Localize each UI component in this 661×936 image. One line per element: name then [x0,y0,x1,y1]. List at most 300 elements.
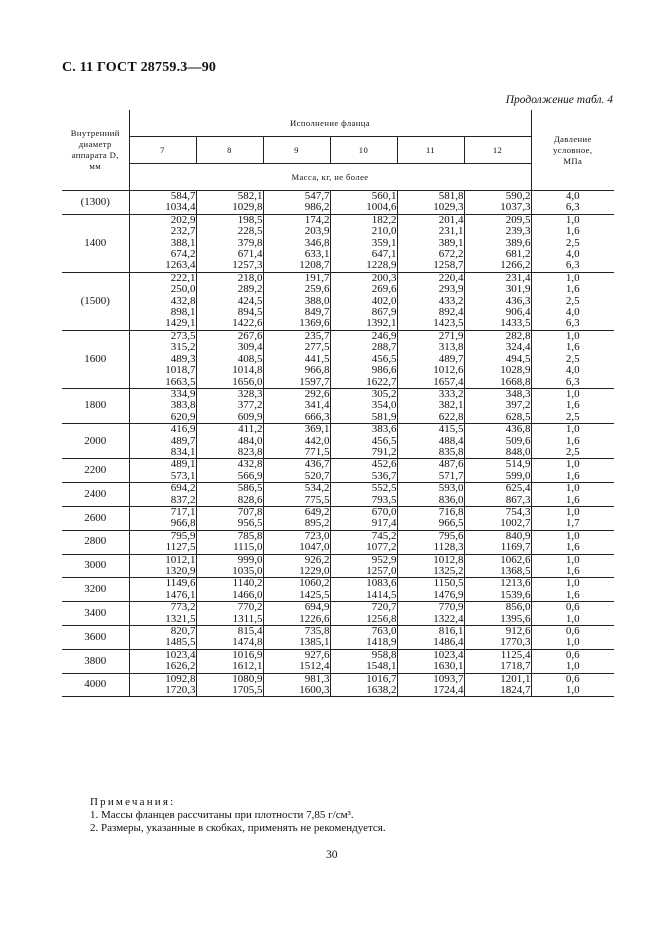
mass-value: 1385,1 [299,636,330,649]
mass-cell [464,530,531,554]
mass-cell [464,191,531,215]
mass-value: 1012,8 [433,553,464,566]
variant-header: 7 [129,137,196,164]
mass-value: 1016,7 [366,672,397,685]
mass-value: 834,1 [170,445,196,458]
mass-value: 763,0 [371,625,397,638]
mass-header: Масса, кг, не более [129,164,531,191]
mass-value: 1266,2 [500,259,531,272]
mass-cell [263,530,330,554]
mass-value: 271,9 [438,329,464,342]
mass-value: 672,2 [438,248,464,261]
mass-value: 397,2 [505,399,531,412]
mass-value: 239,3 [505,225,531,238]
mass-cell [263,554,330,578]
mass-value: 1429,1 [165,317,196,330]
pressure-value: 1,6 [565,493,580,506]
mass-value: 1824,7 [500,684,531,697]
mass-cell [129,483,196,507]
mass-value: 566,9 [237,469,263,482]
mass-cell [397,602,464,626]
mass-value: 534,2 [304,482,330,495]
pressure-cell [531,626,614,650]
mass-value: 416,9 [170,423,196,436]
mass-cell [263,626,330,650]
diameter-cell: 3600 [62,626,129,650]
mass-cell [464,626,531,650]
mass-value: 487,6 [438,458,464,471]
pressure-value: 1,0 [565,423,580,436]
mass-value: 1476,9 [433,588,464,601]
mass-value: 823,8 [237,445,263,458]
mass-value: 1023,4 [165,648,196,661]
mass-value: 793,5 [371,493,397,506]
mass-value: 745,2 [371,529,397,542]
mass-cell [330,649,397,673]
mass-value: 246,9 [371,329,397,342]
mass-cell [129,626,196,650]
mass-value: 898,1 [170,306,196,319]
pressure-cell [531,191,614,215]
mass-value: 408,5 [237,352,263,365]
mass-value: 388,0 [304,294,330,307]
mass-value: 754,3 [505,505,531,518]
mass-value: 456,5 [371,352,397,365]
mass-value: 895,2 [304,517,330,530]
mass-value: 1395,6 [500,612,531,625]
mass-value: 442,0 [304,434,330,447]
pressure-value: 4,0 [565,248,580,261]
pressure-value: 1,0 [565,505,580,518]
mass-value: 436,8 [505,423,531,436]
table-row [62,483,614,507]
mass-value: 433,2 [438,294,464,307]
pressure-value: 1,0 [565,329,580,342]
mass-value: 999,0 [237,553,263,566]
table-row [62,602,614,626]
table-row [62,388,614,423]
notes [90,796,386,835]
pressure-value: 1,0 [565,553,580,566]
diameter-cell: 2400 [62,483,129,507]
mass-cell [196,578,263,602]
mass-value: 489,3 [170,352,196,365]
mass-cell [196,626,263,650]
mass-cell [330,459,397,483]
mass-value: 514,9 [505,458,531,471]
mass-value: 359,1 [371,236,397,249]
pressure-value: 2,5 [565,410,580,423]
mass-value: 1668,8 [500,375,531,388]
mass-value: 389,6 [505,236,531,249]
mass-value: 1201,1 [500,672,531,685]
variant-header: 12 [464,137,531,164]
mass-value: 1320,9 [165,565,196,577]
mass-value: 346,8 [304,236,330,249]
pressure-value: 1,7 [565,517,580,530]
pressure-value: 4,0 [565,306,580,319]
mass-value: 1256,8 [366,612,397,625]
mass-value: 1705,5 [232,684,263,697]
diameter-cell: 1600 [62,330,129,388]
mass-value: 389,1 [438,236,464,249]
mass-value: 717,1 [170,505,196,518]
mass-value: 1012,1 [165,553,196,566]
mass-cell [464,649,531,673]
mass-value: 292,6 [304,387,330,400]
mass-cell [196,424,263,459]
mass-value: 415,5 [438,423,464,436]
mass-value: 209,5 [505,213,531,226]
mass-cell [464,272,531,330]
mass-value: 649,2 [304,505,330,518]
mass-value: 536,7 [371,469,397,482]
pressure-value: 0,6 [565,625,580,638]
mass-value: 867,3 [505,493,531,506]
mass-value: 1037,3 [500,201,531,214]
mass-cell [464,602,531,626]
note-item: 1. Массы фланцев рассчитаны при плотности 7,85 г/см³. [90,809,354,821]
mass-cell [464,554,531,578]
mass-value: 795,9 [170,529,196,542]
mass-cell [397,330,464,388]
pressure-value: 6,3 [565,201,580,214]
diameter-cell: 3000 [62,554,129,578]
mass-cell [464,459,531,483]
mass-value: 1140,2 [232,577,263,590]
mass-value: 1034,4 [165,201,196,214]
mass-cell [196,214,263,272]
mass-value: 681,2 [505,248,531,261]
table-row [62,649,614,673]
mass-value: 228,5 [237,225,263,238]
mass-value: 1485,5 [165,636,196,649]
mass-value: 210,0 [371,225,397,238]
flange-version-header: Исполнение фланца [129,110,531,137]
variant-header: 9 [263,137,330,164]
mass-cell [129,506,196,530]
mass-value: 424,5 [237,294,263,307]
mass-value: 382,1 [438,399,464,412]
mass-cell [330,388,397,423]
mass-value: 620,9 [170,410,196,423]
pressure-value: 1,0 [565,482,580,495]
mass-cell [464,673,531,697]
mass-value: 1213,6 [500,577,531,590]
mass-value: 584,7 [170,190,196,202]
mass-value: 388,1 [170,236,196,249]
mass-cell [330,554,397,578]
mass-value: 666,3 [304,410,330,423]
pressure-value: 1,0 [565,684,580,697]
mass-cell [330,272,397,330]
mass-cell [464,388,531,423]
mass-value: 328,3 [237,387,263,400]
table-row [62,272,614,330]
mass-value: 1600,3 [299,684,330,697]
mass-cell [330,330,397,388]
mass-value: 250,0 [170,283,196,296]
diameter-cell: 2600 [62,506,129,530]
mass-value: 836,0 [438,493,464,506]
pressure-value: 2,5 [565,294,580,307]
pressure-cell [531,272,614,330]
mass-cell [129,554,196,578]
mass-value: 383,6 [371,423,397,436]
mass-value: 1597,7 [299,375,330,388]
mass-value: 1169,7 [500,541,531,554]
pressure-value: 0,6 [565,601,580,614]
variant-header: 8 [196,137,263,164]
mass-cell [129,424,196,459]
mass-value: 720,7 [371,601,397,614]
mass-value: 293,9 [438,283,464,296]
mass-cell [330,673,397,697]
mass-value: 222,1 [170,271,196,284]
mass-value: 494,5 [505,352,531,365]
mass-cell [263,459,330,483]
pressure-cell [531,424,614,459]
mass-value: 1325,2 [433,565,464,577]
mass-value: 432,8 [237,458,263,471]
mass-value: 1418,9 [366,636,397,649]
pressure-value: 1,6 [565,469,580,482]
pressure-cell [531,602,614,626]
mass-cell [397,388,464,423]
mass-value: 182,2 [371,213,397,226]
mass-value: 231,1 [438,225,464,238]
mass-cell [464,578,531,602]
mass-value: 191,7 [304,271,330,284]
mass-value: 1433,5 [500,317,531,330]
mass-cell [129,388,196,423]
mass-value: 966,5 [438,517,464,530]
pressure-value: 1,6 [565,341,580,354]
mass-value: 1656,0 [232,375,263,388]
pressure-value: 6,3 [565,259,580,272]
mass-cell [330,483,397,507]
mass-value: 436,7 [304,458,330,471]
mass-value: 1657,4 [433,375,464,388]
mass-cell [263,214,330,272]
mass-cell [464,424,531,459]
mass-cell [330,424,397,459]
mass-cell [397,673,464,697]
mass-cell [330,191,397,215]
mass-value: 837,2 [170,493,196,506]
mass-value: 202,9 [170,213,196,226]
mass-value: 1720,3 [165,684,196,697]
table-row [62,506,614,530]
mass-cell [129,191,196,215]
pressure-value: 1,0 [565,636,580,649]
mass-value: 456,5 [371,434,397,447]
mass-cell [464,330,531,388]
mass-value: 267,6 [237,329,263,342]
mass-value: 1077,2 [366,541,397,554]
mass-value: 1368,5 [500,565,531,577]
mass-value: 625,4 [505,482,531,495]
mass-value: 1770,3 [500,636,531,649]
pressure-column-header: Давление условное, МПа [531,110,614,191]
mass-value: 674,2 [170,248,196,261]
mass-cell [397,424,464,459]
mass-value: 1128,3 [433,541,464,554]
mass-value: 1127,5 [165,541,196,554]
mass-value: 383,8 [170,399,196,412]
mass-value: 309,4 [237,341,263,354]
mass-cell [196,602,263,626]
mass-value: 484,0 [237,434,263,447]
mass-value: 609,9 [237,410,263,423]
mass-value: 305,2 [371,387,397,400]
mass-value: 432,8 [170,294,196,307]
pressure-cell [531,330,614,388]
pressure-value: 1,0 [565,458,580,471]
mass-value: 1322,4 [433,612,464,625]
pressure-cell [531,578,614,602]
mass-value: 1476,1 [165,588,196,601]
mass-value: 586,5 [237,482,263,495]
mass-value: 849,7 [304,306,330,319]
mass-cell [397,272,464,330]
mass-value: 1083,6 [366,577,397,590]
mass-cell [129,602,196,626]
mass-value: 547,7 [304,190,330,202]
mass-cell [196,191,263,215]
mass-value: 735,8 [304,625,330,638]
mass-cell [397,459,464,483]
pressure-cell [531,214,614,272]
pressure-value: 1,0 [565,612,580,625]
pressure-value: 6,3 [565,375,580,388]
table-row [62,424,614,459]
pressure-value: 4,0 [565,364,580,377]
mass-value: 958,8 [371,648,397,661]
mass-cell [263,330,330,388]
mass-cell [129,459,196,483]
mass-cell [196,673,263,697]
mass-cell [196,388,263,423]
mass-value: 1029,3 [433,201,464,214]
pressure-value: 2,5 [565,236,580,249]
mass-cell [330,578,397,602]
mass-value: 1229,0 [299,565,330,577]
mass-value: 1029,8 [232,201,263,214]
mass-value: 1486,4 [433,636,464,649]
pressure-value: 2,5 [565,352,580,365]
mass-value: 1638,2 [366,684,397,697]
mass-value: 1228,9 [366,259,397,272]
pressure-cell [531,506,614,530]
mass-cell [263,506,330,530]
mass-value: 927,6 [304,648,330,661]
mass-value: 670,0 [371,505,397,518]
mass-value: 1028,9 [500,364,531,377]
mass-value: 599,0 [505,469,531,482]
mass-cell [263,602,330,626]
table-row [62,554,614,578]
table-row [62,626,614,650]
mass-value: 1512,4 [299,660,330,673]
mass-value: 1023,4 [433,648,464,661]
table-continuation-label: Продолжение табл. 4 [505,94,613,106]
mass-value: 489,1 [170,458,196,471]
mass-value: 966,8 [170,517,196,530]
mass-value: 771,5 [304,445,330,458]
diameter-column-header: Внутренний диаметр аппарата D, мм [62,110,129,191]
mass-value: 1092,8 [165,672,196,685]
mass-value: 560,1 [371,190,397,202]
mass-value: 917,4 [371,517,397,530]
mass-value: 313,8 [438,341,464,354]
mass-value: 867,9 [371,306,397,319]
mass-value: 1208,7 [299,259,330,272]
mass-value: 1392,1 [366,317,397,330]
mass-cell [196,483,263,507]
mass-value: 200,3 [371,271,397,284]
mass-value: 436,3 [505,294,531,307]
mass-value: 633,1 [304,248,330,261]
mass-value: 647,1 [371,248,397,261]
mass-value: 840,9 [505,529,531,542]
mass-value: 1226,6 [299,612,330,625]
mass-value: 986,2 [304,201,330,214]
table-row [62,673,614,697]
mass-cell [330,602,397,626]
mass-value: 1016,9 [232,648,263,661]
diameter-cell: 2000 [62,424,129,459]
mass-cell [129,330,196,388]
pressure-value: 0,6 [565,648,580,661]
mass-value: 582,1 [237,190,263,202]
mass-cell [330,214,397,272]
mass-value: 1414,5 [366,588,397,601]
diameter-cell: 4000 [62,673,129,697]
mass-value: 770,2 [237,601,263,614]
pressure-value: 1,0 [565,213,580,226]
table-row [62,530,614,554]
mass-value: 259,6 [304,283,330,296]
mass-cell [397,191,464,215]
mass-value: 981,3 [304,672,330,685]
mass-value: 289,2 [237,283,263,296]
mass-cell [129,578,196,602]
mass-value: 622,8 [438,410,464,423]
mass-value: 952,9 [371,553,397,566]
mass-value: 324,4 [505,341,531,354]
diameter-cell: 3400 [62,602,129,626]
mass-value: 1035,0 [232,565,263,577]
mass-value: 232,7 [170,225,196,238]
mass-cell [129,214,196,272]
mass-value: 1474,8 [232,636,263,649]
mass-value: 593,0 [438,482,464,495]
mass-value: 354,0 [371,399,397,412]
mass-value: 926,2 [304,553,330,566]
mass-value: 835,8 [438,445,464,458]
mass-cell [397,530,464,554]
mass-value: 411,2 [238,423,263,436]
mass-value: 282,8 [505,329,531,342]
mass-value: 301,9 [505,283,531,296]
mass-value: 894,5 [237,306,263,319]
diameter-cell: 2800 [62,530,129,554]
mass-value: 1423,5 [433,317,464,330]
pressure-cell [531,649,614,673]
mass-cell [196,530,263,554]
mass-cell [196,272,263,330]
